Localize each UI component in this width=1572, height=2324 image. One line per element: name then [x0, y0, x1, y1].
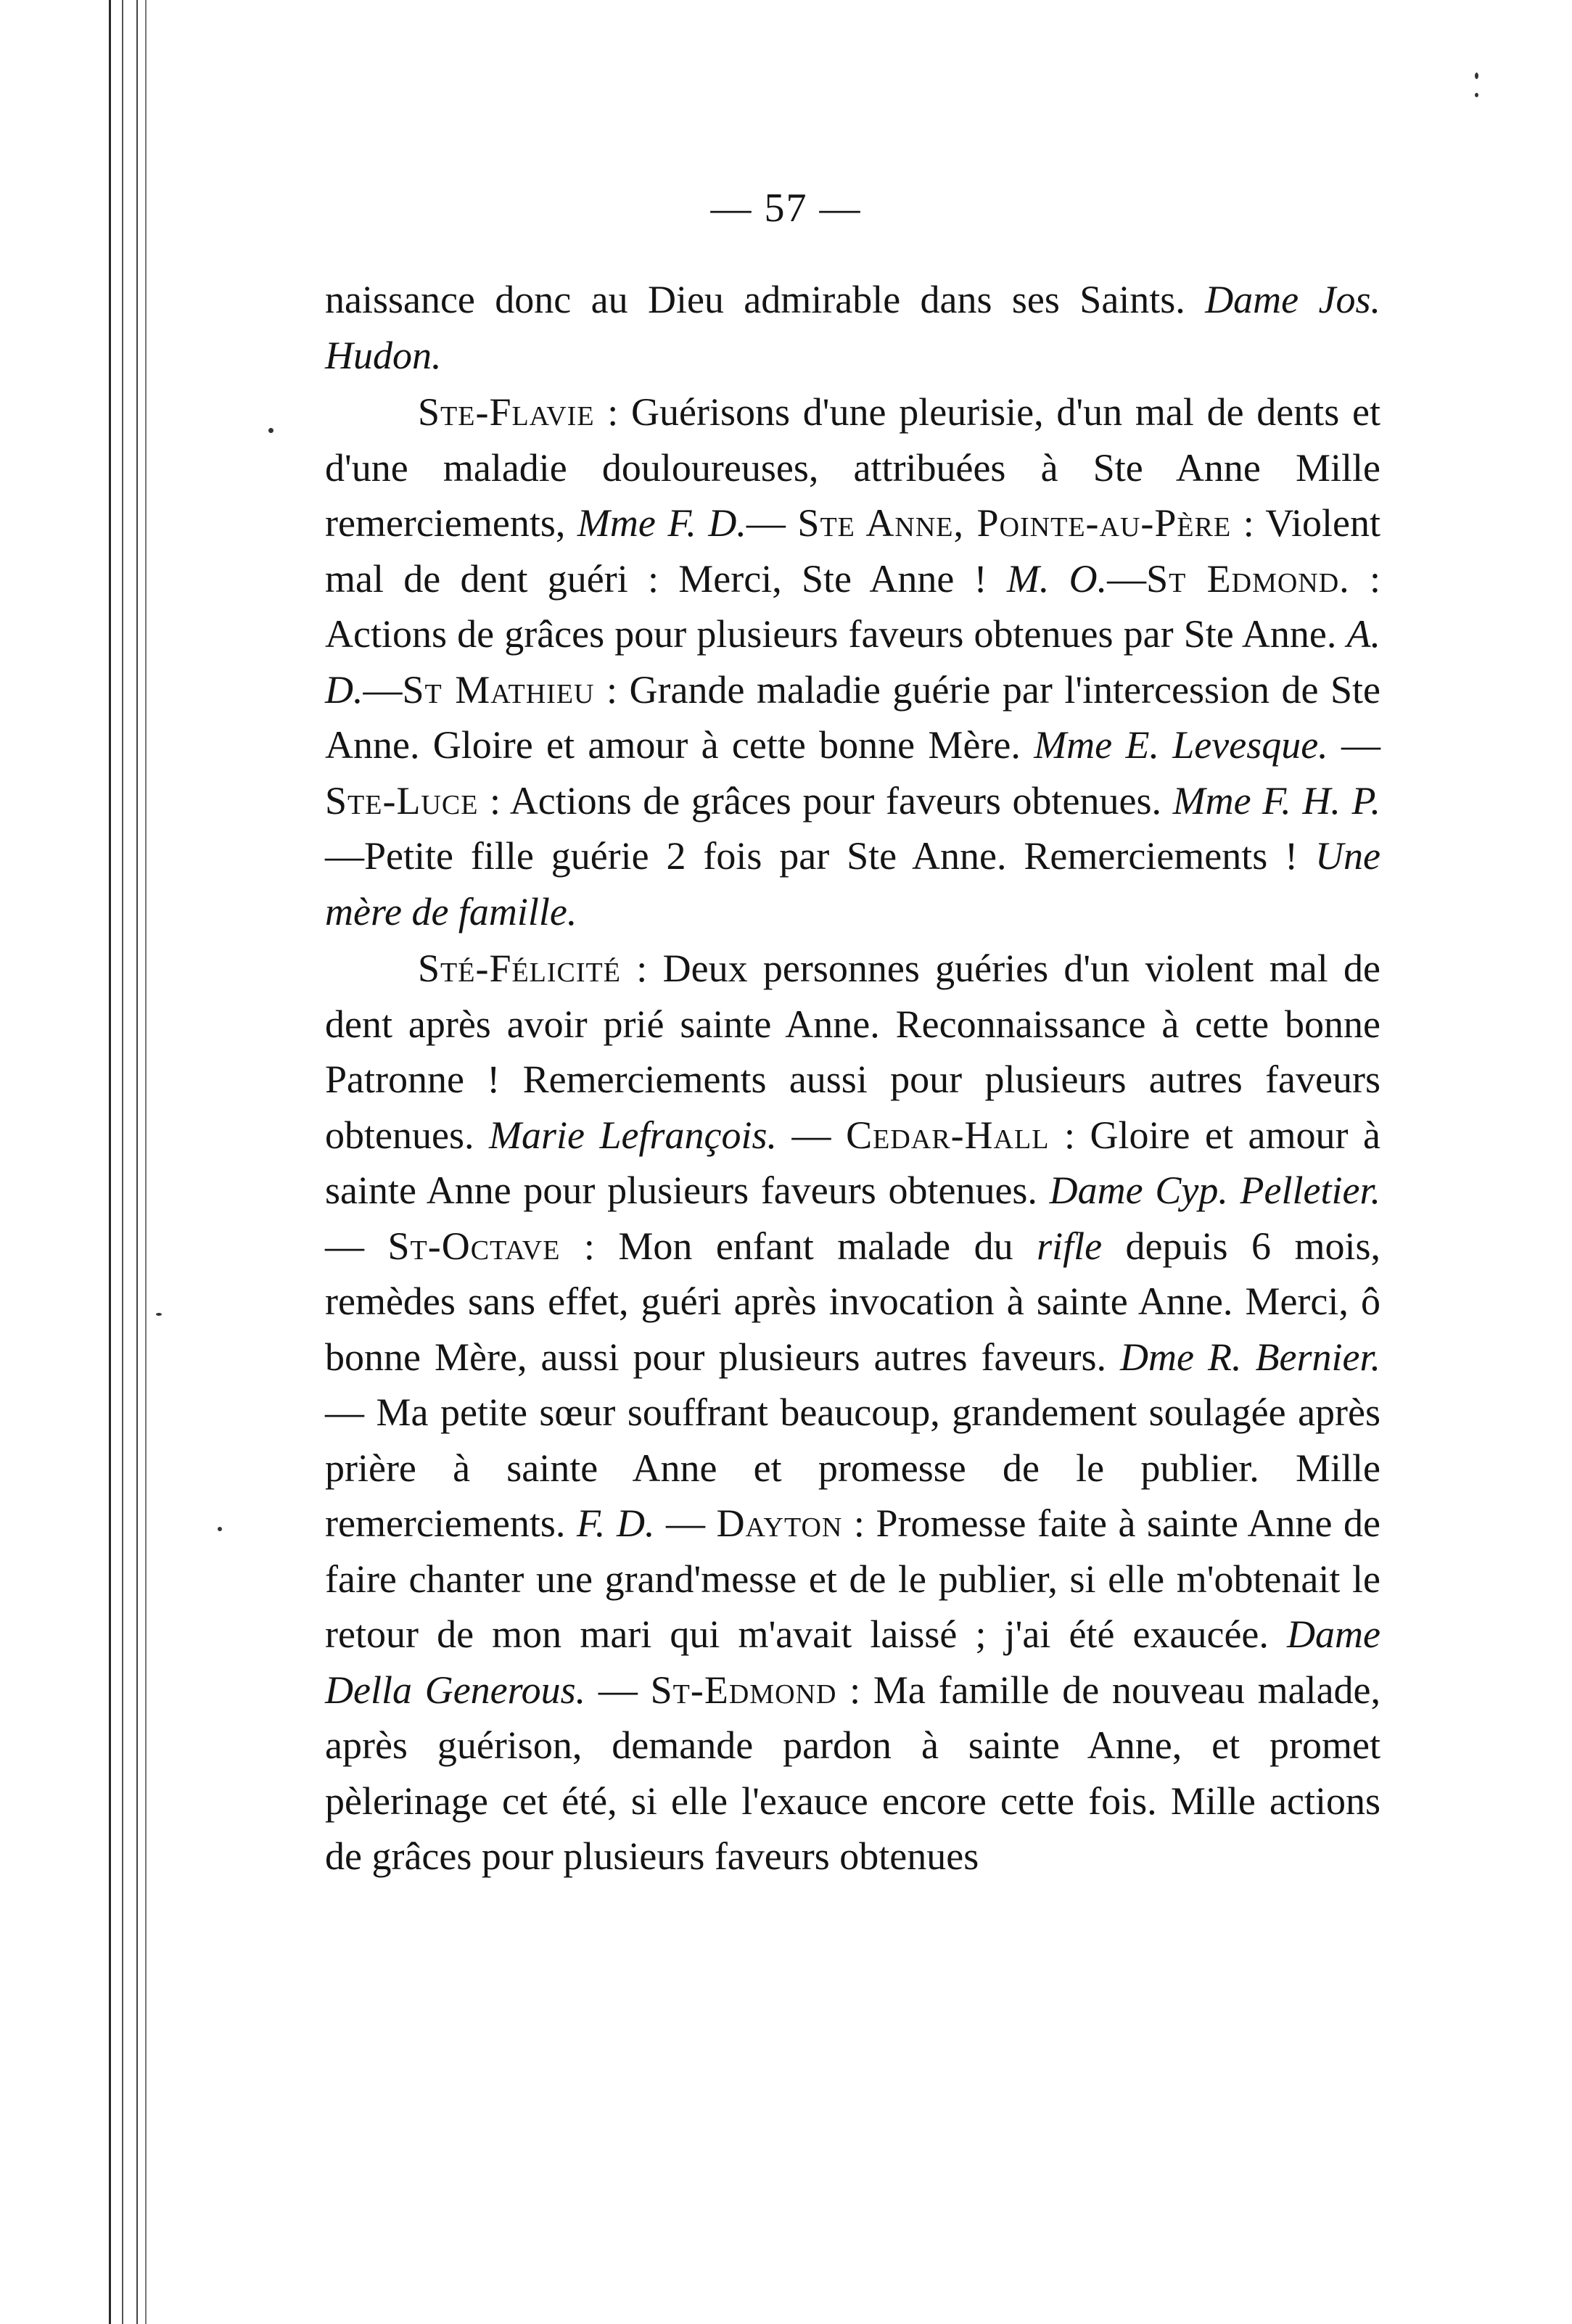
text-run: : Actions de grâces pour faveurs obtenues. [478, 778, 1173, 823]
italic-signature: Mme F. H. P. [1172, 778, 1380, 823]
text-run: naissance donc au Dieu admirable dans ses Saints. [325, 278, 1206, 321]
text-run: — [363, 667, 403, 712]
text-run: depuis 6 mois, remèdes sans effet, guéri après invocation à sainte Anne. Merci, ô bonne Mère, aussi pour plusieurs autres faveurs. [325, 1224, 1380, 1379]
ink-speck [1475, 93, 1478, 97]
text-run: : Mon enfant malade du [560, 1224, 1037, 1268]
text-run: : Grande maladie guérie par l'intercession de Ste Anne. Gloire et amour à cette bonne Mère. [325, 667, 1381, 767]
italic-signature: rifle [1037, 1224, 1103, 1268]
italic-signature: Une mère de famille. [325, 834, 1380, 934]
text-run: — [585, 1668, 651, 1712]
place-name: St-Octave [387, 1224, 561, 1268]
text-run: — Ma petite sœur souffrant beaucoup, grandement soulagée après prière à sainte Anne et promesse de le publier. Mille remerciements. [325, 1390, 1380, 1545]
italic-signature: Dame Cyp. Pelletier. [1049, 1169, 1380, 1212]
ink-speck [1475, 73, 1478, 79]
text-run: — [654, 1501, 717, 1545]
text-run: : Violent mal de dent guéri : Merci, Ste Anne ! [325, 501, 1381, 601]
text-run: —Petite fille guérie 2 fois par Ste Anne. Remerciements ! [325, 834, 1316, 878]
place-name: St Edmond. [1146, 556, 1350, 601]
italic-signature: Mme F. D. [577, 501, 746, 545]
place-name: Ste-Flavie [418, 390, 595, 434]
text-run: : Guérisons d'une pleurisie, d'un mal de dents et d'une maladie douloureuses, attribuées à Ste Anne Mille remerciements, [325, 390, 1380, 545]
text-run: : Ma famille de nouveau malade, après guérison, demande pardon à sainte Anne, et promet pèlerinage cet été, si elle l'exauce encore cette fois. Mille actions de grâces pour plusieurs faveurs obtenues [325, 1668, 1380, 1878]
italic-signature: Dme R. Bernier. [1120, 1335, 1380, 1379]
place-name: St-Edmond [650, 1668, 837, 1712]
text-run: — [325, 1224, 388, 1268]
text-run: — [1328, 723, 1381, 767]
text-run: : Deux personnes guéries d'un violent mal de dent après avoir prié sainte Anne. Reconnaissance à cette bonne Patronne ! Remerciements aussi pour plusieurs autres faveurs obtenues. [325, 947, 1380, 1157]
paragraph [325, 941, 1380, 1884]
italic-signature: Mme E. Levesque. [1034, 723, 1328, 767]
italic-signature: A. D. [325, 612, 1380, 712]
binding-edge [122, 0, 123, 2324]
ink-speck [268, 428, 273, 433]
text-run: : Gloire et amour à sainte Anne pour plusieurs faveurs obtenues. [325, 1113, 1380, 1212]
ink-speck [156, 1313, 162, 1316]
place-name: Ste Anne, Pointe-au-Père [797, 501, 1232, 545]
binding-edge [109, 0, 111, 2324]
text-run: — [746, 501, 798, 545]
text-run: — [1107, 556, 1147, 601]
italic-signature: F. D. [576, 1501, 655, 1545]
page-number: — 57 — [710, 186, 862, 231]
italic-signature: M. O. [1006, 556, 1108, 601]
text-run: — [777, 1113, 847, 1157]
italic-signature: Dame Della Generous. [325, 1612, 1380, 1712]
place-name: Ste-Luce [325, 778, 479, 823]
place-name: Sté-Félicité [418, 947, 621, 990]
italic-signature: Dame Jos. Hudon. [325, 278, 1381, 377]
italic-signature: Marie Lefrançois. [489, 1113, 778, 1157]
place-name: Cedar-Hall [846, 1113, 1050, 1157]
place-name: St Mathieu [402, 667, 595, 712]
text-run: : Actions de grâces pour plusieurs faveurs obtenues par Ste Anne. [325, 556, 1380, 656]
text-body [325, 272, 1380, 1884]
binding-edge [136, 0, 138, 2324]
ink-speck [218, 1527, 222, 1531]
text-run: : Promesse faite à sainte Anne de faire chanter une grand'messe et de le publier, si elle m'obtenait le retour de mon mari qui m'avait laissé ; j'ai été exaucée. [325, 1501, 1380, 1656]
place-name: Dayton [716, 1501, 843, 1545]
binding-edge [145, 0, 147, 2324]
paragraph [325, 272, 1380, 383]
paragraph [325, 384, 1380, 939]
